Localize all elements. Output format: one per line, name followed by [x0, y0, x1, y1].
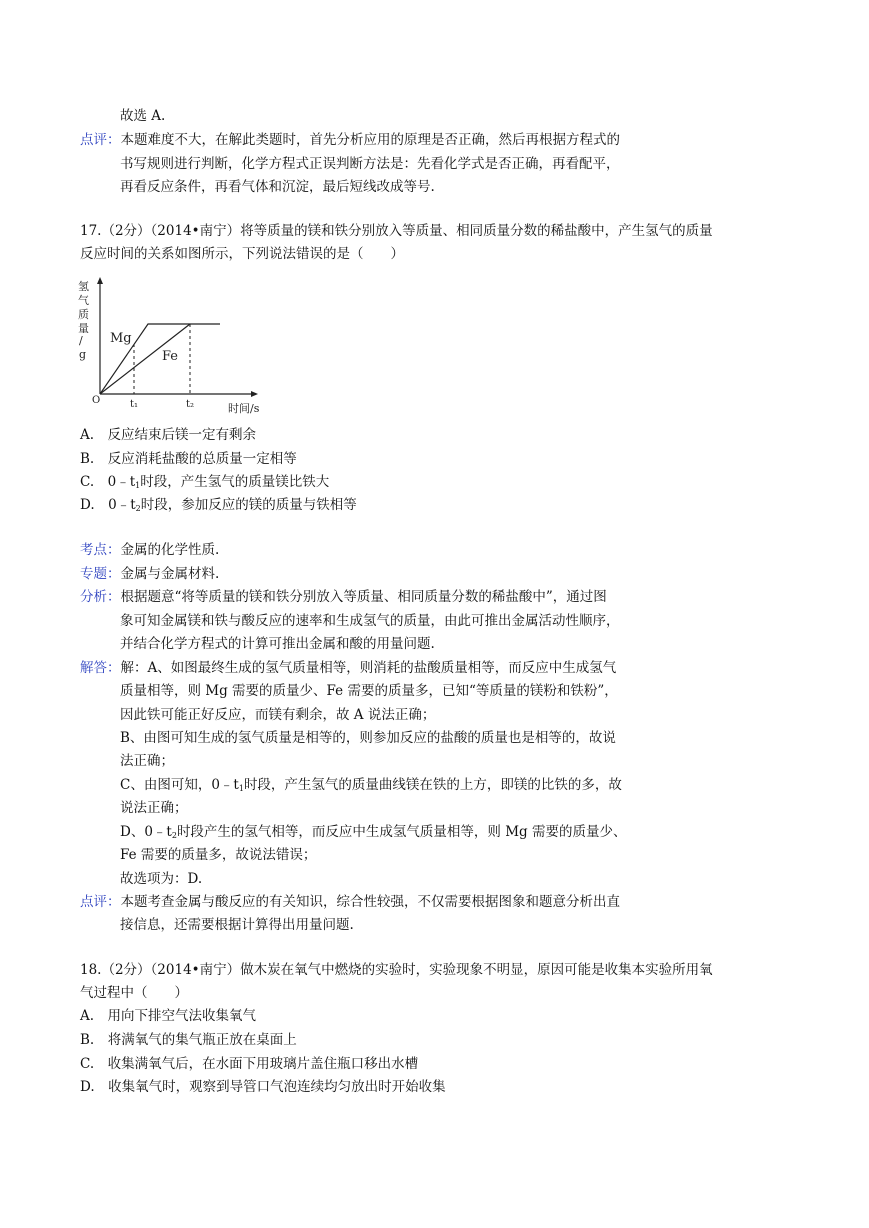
jieda-text: 时段产生的氢气相等，而反应中生成氢气质量相等，则 Mg 需要的质量少、 — [176, 824, 627, 840]
review-line: 书写规则进行判断，化学方程式正误判断方法是：先看化学式是否正确，再看配平， — [120, 156, 620, 172]
option-text: D. 0﹣t — [80, 497, 136, 513]
jieda-text: 故选项为：D. — [120, 871, 203, 887]
jieda-text: 质量相等，则 Mg 需要的质量少、Fe 需要的质量多，已知“等质量的镁粉和铁粉”， — [120, 683, 618, 699]
jieda-text — [120, 775, 622, 799]
review-tag: 点评： — [80, 132, 121, 148]
jieda-text: 解：A、如图最终生成的氢气质量相等，则消耗的盐酸质量相等，而反应中生成氢气 — [120, 660, 617, 676]
y-label-char: 量 — [78, 322, 89, 335]
q18-stem: 18.（2分）（2014•南宁）做木炭在氧气中燃烧的实验时，实验现象不明显，原因可能是收集本实验所用氧 — [80, 962, 713, 978]
x-axis-label: 时间/s — [228, 402, 260, 415]
review-line: 本题考查金属与酸反应的有关知识，综合性较强，不仅需要根据图象和题意分析出直 — [120, 894, 620, 910]
jieda-text: Fe 需要的质量多，故说法错误； — [120, 847, 317, 863]
q18-option-d: D. 收集氧气时，观察到导管口气泡连续均匀放出时开始收集 — [80, 1079, 446, 1095]
kaodian-line — [80, 540, 219, 560]
q18-option-a: A. 用向下排空气法收集氧气 — [80, 1008, 257, 1024]
jieda-text: C、由图可知，0﹣t — [120, 777, 239, 793]
q17-option-c — [80, 472, 329, 496]
kaodian-text: 金属的化学性质. — [120, 542, 220, 558]
q18-option-c: C. 收集满氧气后，在水面下用玻璃片盖住瓶口移出水槽 — [80, 1056, 419, 1072]
kaodian-tag: 考点： — [80, 542, 121, 558]
jieda-text: 时段，产生氢气的质量曲线镁在铁的上方，即镁的比铁的多，故 — [243, 777, 622, 793]
option-text: C. 0﹣t — [80, 474, 136, 490]
q17-option-d — [80, 495, 357, 519]
review-line: 再看反应条件，再看气体和沉淀，最后短线改成等号. — [120, 179, 435, 195]
t2-label: t₂ — [186, 399, 195, 410]
q17-stem: 17.（2分）（2014•南宁）将等质量的镁和铁分别放入等质量、相同质量分数的稀盐酸中，产生氢气的质量 — [80, 223, 713, 239]
review-block — [80, 892, 620, 912]
subscript: 2 — [171, 831, 177, 840]
jieda-text: 法正确； — [120, 753, 174, 769]
y-label-char: 气 — [78, 294, 89, 307]
fenxi-text: 并结合化学方程式的计算可推出金属和酸的用量问题. — [120, 636, 435, 652]
zhuanti-text: 金属与金属材料. — [120, 566, 220, 582]
y-label-char: 质 — [78, 308, 89, 321]
y-label-char: / — [79, 334, 83, 347]
q18-stem: 气过程中（ ） — [80, 985, 188, 1001]
fe-label: Fe — [162, 349, 179, 364]
jieda-text — [120, 822, 626, 846]
q18-option-b: B. 将满氧气的集气瓶正放在桌面上 — [80, 1032, 297, 1048]
jieda-text: D、0﹣t — [120, 824, 172, 840]
answer-line: 故选 A. — [120, 108, 166, 124]
q17-stem: 反应时间的关系如图所示，下列说法错误的是（ ） — [80, 246, 404, 262]
zhuanti-line — [80, 564, 219, 584]
fenxi-text: 根据题意“将等质量的镁和铁分别放入等质量、相同质量分数的稀盐酸中”，通过图 — [120, 589, 607, 605]
subscript: 1 — [238, 784, 244, 793]
q17-option-a: A. 反应结束后镁一定有剩余 — [80, 427, 257, 443]
zhuanti-tag: 专题： — [80, 566, 121, 582]
jieda-line — [80, 658, 616, 678]
fenxi-line — [80, 587, 607, 607]
fenxi-text: 象可知金属镁和铁与酸反应的速率和生成氢气的质量，由此可推出金属活动性顺序， — [120, 613, 620, 629]
review-tag: 点评： — [80, 894, 121, 910]
origin-label: O — [92, 395, 101, 406]
q17-option-b: B. 反应消耗盐酸的总质量一定相等 — [80, 451, 297, 467]
jieda-tag: 解答： — [80, 660, 121, 676]
subscript: 2 — [135, 504, 141, 513]
y-label-char: g — [79, 348, 87, 361]
jieda-text: 说法正确； — [120, 800, 188, 816]
subscript: 1 — [135, 481, 141, 490]
y-label-char: 氢 — [78, 280, 89, 293]
mg-label: Mg — [110, 331, 132, 346]
x-axis-arrow — [251, 391, 258, 397]
review-block — [80, 130, 620, 150]
t1-label: t₁ — [130, 399, 139, 410]
review-line: 接信息，还需要根据计算得出用量问题. — [120, 917, 354, 933]
y-axis-arrow — [97, 277, 103, 284]
option-text: 时段，产生氢气的质量镁比铁大 — [140, 474, 330, 490]
jieda-text: 因此铁可能正好反应，而镁有剩余，故 A 说法正确； — [120, 707, 436, 723]
option-text: 时段，参加反应的镁的质量与铁相等 — [140, 497, 357, 513]
fenxi-tag: 分析： — [80, 589, 121, 605]
jieda-text: B、由图可知生成的氢气质量是相等的，则参加反应的盐酸的质量也是相等的，故说 — [120, 730, 616, 746]
hydrogen-mass-graph — [70, 274, 280, 419]
review-line: 本题难度不大，在解此类题时，首先分析应用的原理是否正确，然后再根据方程式的 — [120, 132, 620, 148]
